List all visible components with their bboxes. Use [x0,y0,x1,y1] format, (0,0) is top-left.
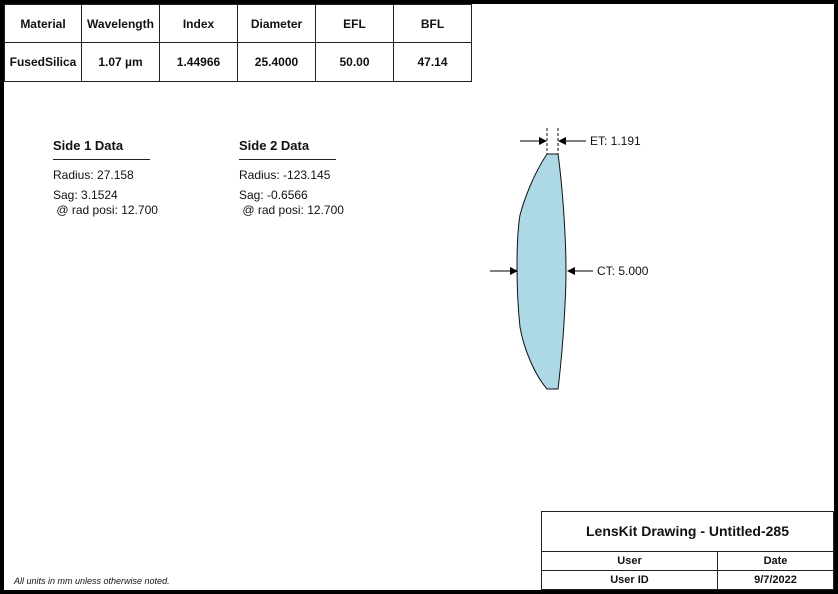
header-diameter: Diameter [238,5,316,43]
header-wavelength: Wavelength [82,5,160,43]
date-header: Date [718,551,834,570]
side1-radius: Radius: 27.158 [53,168,134,182]
side2-radius: Radius: -123.145 [239,168,331,182]
side1-title: Side 1 Data [53,138,150,160]
header-bfl: BFL [394,5,472,43]
value-efl: 50.00 [316,43,394,82]
header-efl: EFL [316,5,394,43]
header-index: Index [160,5,238,43]
value-bfl: 47.14 [394,43,472,82]
spec-header-row [5,5,472,43]
value-index: 1.44966 [160,43,238,82]
side2-sag: Sag: -0.6566 [239,188,308,202]
spec-value-row [5,43,472,82]
value-material: FusedSilica [5,43,82,82]
drawing-title: LensKit Drawing - Untitled-285 [542,512,834,552]
side2-data [239,138,344,218]
date-value: 9/7/2022 [718,570,834,589]
user-value: User ID [542,570,718,589]
side2-rad-pos: @ rad posi: 12.700 [239,203,344,217]
units-note: All units in mm unless otherwise noted. [14,576,170,586]
et-label: ET: 1.191 [590,134,641,148]
title-block [541,511,834,590]
side1-sag: Sag: 3.1524 [53,188,118,202]
value-wavelength: 1.07 µm [82,43,160,82]
side1-data [53,138,158,218]
side2-title: Side 2 Data [239,138,336,160]
user-header: User [542,551,718,570]
side1-rad-pos: @ rad posi: 12.700 [53,203,158,217]
header-material: Material [5,5,82,43]
value-diameter: 25.4000 [238,43,316,82]
lens-drawing [480,120,680,400]
lens-body [517,154,566,389]
ct-label: CT: 5.000 [597,264,649,278]
spec-table [4,4,472,82]
